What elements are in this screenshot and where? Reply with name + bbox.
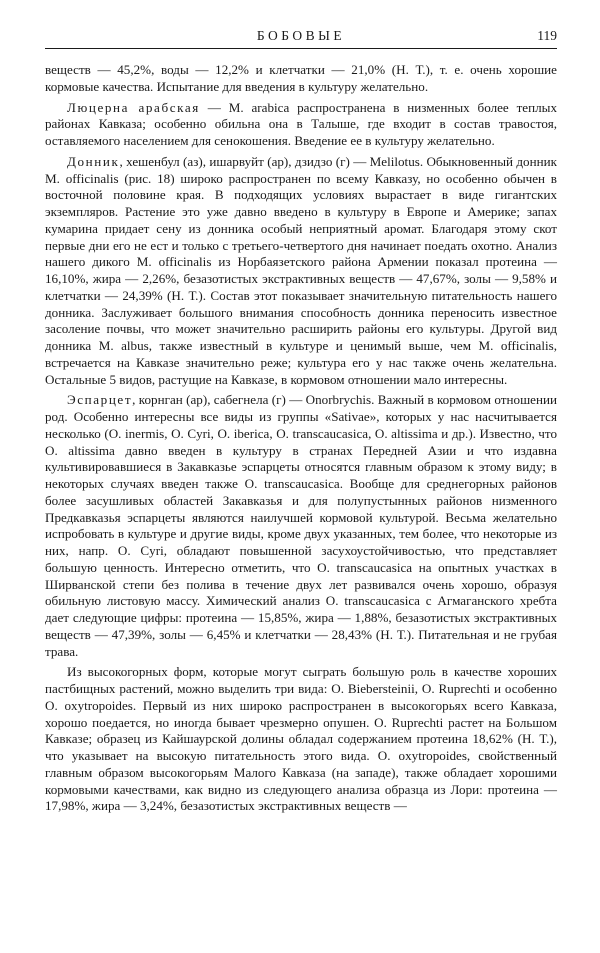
- entry-term: Эспарцет: [67, 392, 133, 408]
- paragraph-text: , хешенбул (аз), ишарвуйт (ар), дзидзо (г) — Melilotus. Обыкновенный донник M. officinalis (рис. 18) широко распространен по всему Кавказу, но особенно обычен в восточной половине края. В подходящих условиях вырастает в виде гигантских экземпляров. Растение это уже давно введено в культуру в Европе и Америке; запах кумарина придает сену из донника особый неприятный аромат. Благодаря этому скот первые дни его не ест и только с третьего-четвертого дня начинает поедать охотно. Анализ нашего дикого M. officinalis из Норбаязетского района Армении показал протеина — 16,10%, жира — 2,26%, безазотистых экстрактивных веществ — 47,67%, золы — 9,58% и клетчатки — 24,39% (Н. Т.). Состав этот показывает значительную питательность нашего донника. Заслуживает большого внимания способность донника переносить известное засоление почвы, что может значительно расширить районы его культуры. Другой вид донника M. albus, также известный в культуре и ценимый выше, чем M. officinalis, встречается на Кавказе значительно реже; культура его у нас также очень желательна. Остальные 5 видов, растущие на Кавказе, в кормовом отношении мало интересны.: [45, 153, 557, 387]
- paragraph-text: , корнган (ар), сабегнела (г) — Onorbrychis. Важный в кормовом отношении род. Особенно интересны все виды из группы «Sativae», которых у нас насчитывается несколько (O. inermis, O. Cyri, O. iberica, O. transcaucasica, O. altissima и др.). Известно, что O. altissima давно введен в культуру в странах Передней Азии и что издавна культивировавшиеся в Закавказье эспарцеты относятся главным образом к этому виду; в некоторых случаях введен также O. transcaucasica. Вообще для среднегорных районов более засушливых областей Закавказья и для полупустынных районов низменного Предкавказья эспарцеты являются наилучшей кормовой культурой. Весьма желательно испробовать в культуре и другие виды, кроме двух указанных, тем более, что некоторые из них, напр. O. Cyri, обладают повышенной засухоустойчивостью, что представляет большую ценность. Интересно отметить, что O. transcaucasica на опытных участках в Ширванской степи без полива в течение двух лет развивался очень хорошо, образуя обильную листовую массу. Химический анализ O. transcaucasica с Агмаганского хребта дает следующие цифры: протеина — 15,85%, жира — 1,88%, безазотистых экстрактивных веществ — 47,39%, золы — 6,45% и клетчатки — 28,43% (Н. Т.). Питательная и не грубая трава.: [45, 392, 557, 659]
- paragraph-text: веществ — 45,2%, воды — 12,2% и клетчатки — 21,0% (Н. Т.), т. е. очень хорошие кормовые качества. Испытание для введения в культуру желательно.: [45, 62, 557, 94]
- paragraph-highland-forms: [45, 664, 557, 815]
- page-header: [45, 28, 557, 48]
- paragraph-text: — M. arabica распространена в низменных более теплых районах Кавказа; особенно обильна она в Талыше, где входит в состав травостоя, оставляемого населением для сенокошения. Введение ее в культуру желательно.: [45, 99, 557, 148]
- paragraph-onobrychis: [45, 392, 557, 660]
- entry-term: Люцерна арабская: [67, 99, 200, 115]
- paragraph-continuation: [45, 62, 557, 96]
- running-head: БОБОВЫЕ: [256, 28, 346, 43]
- paragraph-lucerne-arabica: [45, 100, 557, 150]
- entry-term: Донник: [67, 153, 120, 169]
- page-number: 119: [537, 28, 557, 43]
- paragraph-melilotus: [45, 154, 557, 389]
- header-rule: [45, 48, 557, 49]
- body-text: [45, 62, 557, 815]
- paragraph-text: Из высокогорных форм, которые могут сыграть большую роль в качестве хороших пастбищных растений, можно выделить три вида: O. Biebersteinii, O. Ruprechti и особенно O. oxytropoides. Первый из них широко распространен в высокогорьях всего Кавказа, хорошо поедается, но иногда бывает чрезмерно опушен. O. Ruprechti растет на Большом Кавказе; образец из Кайшаурской долины обладал содержанием протеина 18,62% (Н. Т.), что указывает на высокую питательность этого вида. O. oxytropoides, свойственный главным образом высокогорьям Малого Кавказа (на западе), также обладает хорошими кормовыми качествами, как видно из следующего анализа образца из Лори: протеина — 17,98%, жира — 3,24%, безазотистых экстрактивных веществ —: [45, 664, 557, 814]
